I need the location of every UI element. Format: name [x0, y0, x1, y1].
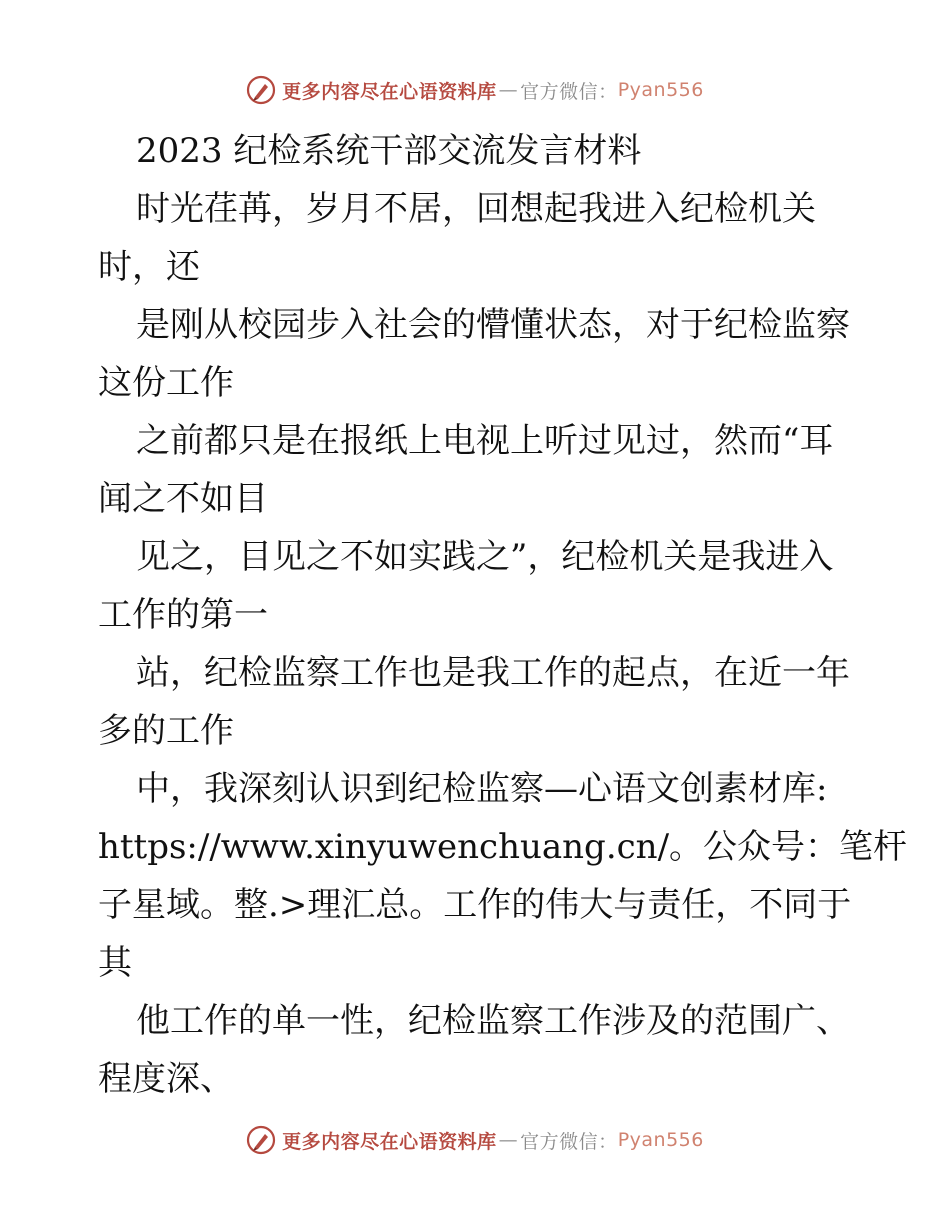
banner-label: 官方微信：: [520, 80, 618, 103]
text-line: 工作的第一: [98, 595, 268, 635]
banner-dash: —: [498, 1129, 519, 1151]
text-line: 多的工作: [98, 711, 234, 751]
banner-wechat-id: Pyan556: [617, 79, 704, 101]
text-line: 他工作的单一性，纪检监察工作涉及的范围广、: [136, 1001, 850, 1041]
text-line: 闻之不如目: [98, 479, 268, 519]
document-title: 2023 纪检系统干部交流发言材料: [136, 131, 642, 171]
banner-dash: —: [498, 79, 519, 101]
text-line: https://www.xinyuwenchuang.cn/。公众号：笔杆: [98, 827, 908, 867]
text-line: 是刚从校园步入社会的懵懂状态，对于纪检监察: [136, 305, 850, 345]
banner-main-text: 更多内容尽在心语资料库: [282, 1130, 497, 1153]
text-line: 见之，目见之不如实践之”，纪检机关是我进入: [136, 537, 834, 577]
text-line: 时，还: [98, 247, 200, 287]
pen-seal-logo-icon: [246, 75, 276, 105]
text-line: 这份工作: [98, 363, 234, 403]
text-line: 中，我深刻认识到纪检监察—心语文创素材库:: [136, 769, 828, 809]
text-line: 其: [98, 943, 132, 983]
text-line: 时光荏苒，岁月不居，回想起我进入纪检机关: [136, 189, 816, 229]
pen-seal-logo-icon: [246, 1125, 276, 1155]
text-line: 之前都只是在报纸上电视上听过见过，然而“耳: [136, 421, 834, 461]
text-line: 站，纪检监察工作也是我工作的起点，在近一年: [136, 653, 850, 693]
header-banner: [0, 70, 950, 110]
footer-banner: [0, 1120, 950, 1160]
banner-label: 官方微信：: [520, 1130, 618, 1153]
document-body: [98, 122, 908, 1108]
banner-main-text: 更多内容尽在心语资料库: [282, 80, 497, 103]
banner-wechat-id: Pyan556: [617, 1129, 704, 1151]
text-line: 子星域。整.>理汇总。工作的伟大与责任，不同于: [98, 885, 852, 925]
text-line: 程度深、: [98, 1059, 234, 1099]
